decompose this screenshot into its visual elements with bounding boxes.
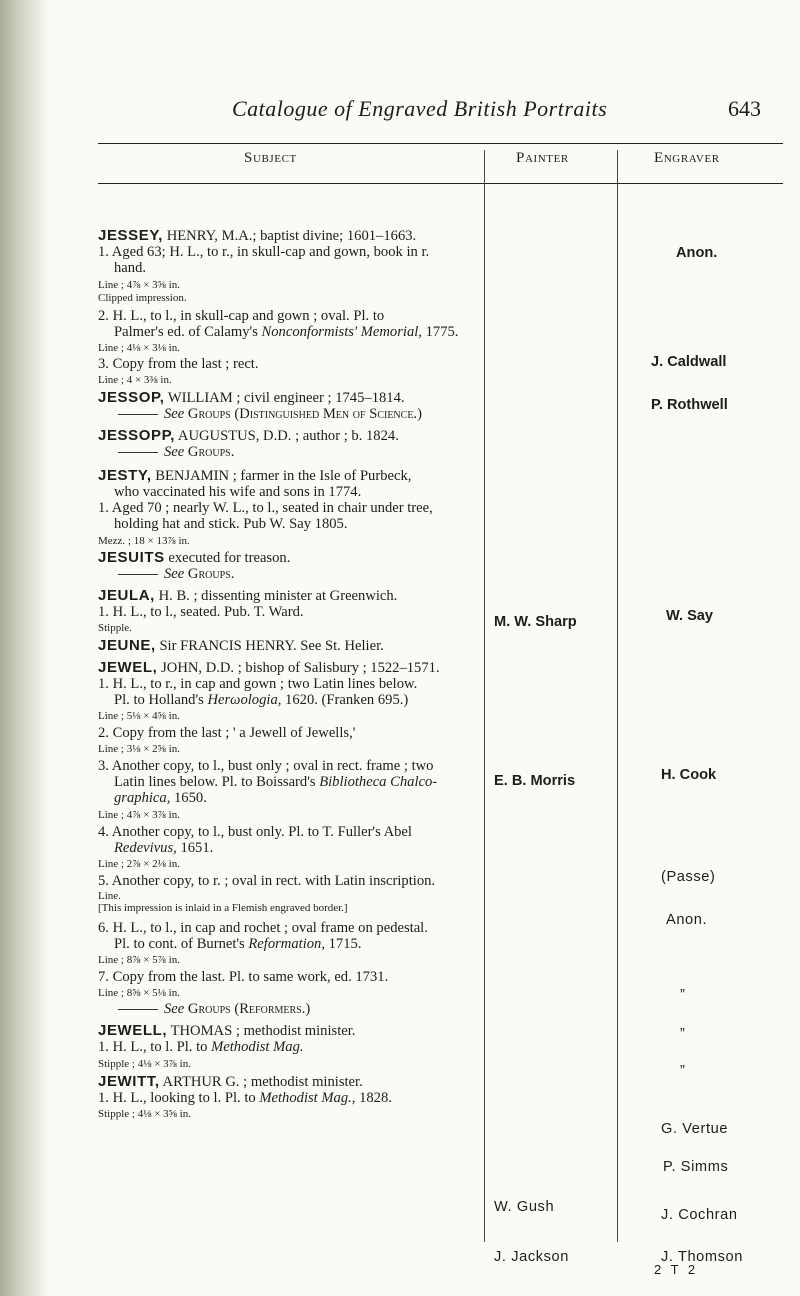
engraver-name: H. Cook [661, 767, 717, 783]
engraver-name: J. Thomson [661, 1249, 743, 1265]
page-number: 643 [728, 96, 761, 121]
dimensions-note: Stipple ; 4⅛ × 3⅝ in. [98, 1108, 191, 1120]
entry-line [118, 444, 234, 460]
sitter-description: H. B. ; dissenting minister at Greenwich. [154, 588, 398, 604]
entry-line: 1. H. L., to l., seated. Pub. T. Ward. [98, 604, 304, 620]
dimensions-note: Line ; 2⅞ × 2⅛ in. [98, 858, 180, 870]
entry-line [114, 840, 213, 856]
dimensions-note: Stipple ; 4⅛ × 3⅞ in. [98, 1058, 191, 1070]
sitter-description: HENRY, M.A.; baptist divine; 1601–1663. [163, 228, 417, 244]
entry-line [98, 428, 399, 444]
column-header-engraver: Engraver [654, 150, 720, 166]
dimensions-note: Line ; 8⅝ × 5⅛ in. [98, 987, 180, 999]
engraver-name: J. Cochran [661, 1207, 738, 1223]
painter-name: J. Jackson [494, 1249, 569, 1265]
sitter-name: JESTY, [98, 467, 152, 484]
entry-line [98, 468, 411, 484]
table-top-rule [98, 143, 783, 144]
dimensions-note: Line ; 4 × 3⅜ in. [98, 374, 172, 386]
entry-line: hand. [114, 260, 147, 276]
entry-line [98, 228, 416, 244]
dimensions-note: Line ; 5⅛ × 4⅝ in. [98, 710, 180, 722]
dimensions-note: Line ; 4⅞ × 3⅞ in. [98, 809, 180, 821]
table-head-rule [98, 183, 783, 184]
work-title: Redevivus, [114, 840, 177, 856]
entry-line [98, 1023, 355, 1039]
ditto-rule [118, 414, 158, 415]
sitter-name: JESSEY, [98, 227, 164, 244]
engraver-name: G. Vertue [661, 1121, 729, 1137]
entry-line: 3. Another copy, to l., bust only ; oval in rect. frame ; two [98, 758, 434, 774]
text-segment: 1715. [325, 936, 362, 952]
dimensions-note: Stipple. [98, 622, 132, 634]
engraver-name: P. Rothwell [651, 397, 728, 413]
column-header-subject: Subject [244, 150, 297, 166]
entry-line [118, 1001, 310, 1017]
work-title: Methodist Mag., [259, 1090, 356, 1106]
work-title: Herωologia, [207, 692, 282, 708]
sitter-name: JESSOPP, [98, 427, 176, 444]
entry-line: 2. H. L., to l., in skull-cap and gown ; oval. Pl. to [98, 308, 385, 324]
entry-line [98, 1090, 392, 1106]
see-target: Groups (Distinguished Men of Science.) [184, 406, 422, 422]
see-target: Groups. [184, 566, 235, 582]
entry-line: 3. Copy from the last ; rect. [98, 356, 259, 372]
see-reference: See [164, 406, 185, 422]
sitter-description: BENJAMIN ; farmer in the Isle of Purbeck, [151, 468, 412, 484]
see-target: Groups. [184, 444, 235, 460]
sitter-description: WILLIAM ; civil engineer ; 1745–1814. [164, 390, 405, 406]
column-divider-engraver [617, 150, 618, 1242]
entry-line: 1. Aged 70 ; nearly W. L., to l., seated in chair under tree, [98, 500, 433, 516]
entry-line [98, 638, 384, 654]
entry-line: 5. Another copy, to r. ; oval in rect. with Latin inscription. [98, 873, 436, 889]
painter-name: M. W. Sharp [494, 614, 577, 630]
text-segment: 1775. [421, 324, 459, 340]
text-segment: 1. H. L., looking to l. Pl. to [98, 1090, 260, 1106]
text-segment: Pl. to Holland's [114, 692, 208, 708]
text-segment: 1651. [176, 840, 214, 856]
text-segment: 1620. (Franken 695.) [281, 692, 409, 708]
sitter-description: executed for treason. [164, 550, 291, 566]
sitter-description: AUGUSTUS, D.D. ; author ; b. 1824. [175, 428, 399, 444]
entry-line [98, 660, 440, 676]
dimensions-note: Line ; 4⅞ × 3⅝ in. [98, 279, 180, 291]
entry-line: who vaccinated his wife and sons in 1774. [114, 484, 362, 500]
column-header-painter: Painter [516, 150, 569, 166]
engraver-name: Anon. [676, 245, 718, 261]
entry-line: 7. Copy from the last. Pl. to same work, ed. 1731. [98, 969, 389, 985]
work-title: Nonconformists' Memorial, [261, 324, 422, 340]
entry-line [114, 692, 408, 708]
text-segment: 1650. [170, 790, 207, 806]
entry-line [118, 406, 422, 422]
engraver-name: P. Simms [663, 1159, 729, 1175]
sitter-name: JESUITS [98, 549, 165, 566]
engraver-name: W. Say [666, 608, 714, 624]
painter-name: W. Gush [494, 1199, 555, 1215]
signature-mark: 2 T 2 [654, 1262, 699, 1277]
entry-line: holding hat and stick. Pub W. Say 1805. [114, 516, 348, 532]
text-segment: Palmer's ed. of Calamy's [114, 324, 262, 340]
entry-line [98, 1074, 363, 1090]
entry-line: 1. Aged 63; H. L., to r., in skull-cap and gown, book in r. [98, 244, 430, 260]
ditto-rule [118, 452, 158, 453]
see-target: Groups (Reformers.) [184, 1001, 311, 1017]
entry-line [114, 324, 458, 340]
ditto-rule [118, 574, 158, 575]
entry-line: 2. Copy from the last ; ' a Jewell of Jewells,' [98, 725, 356, 741]
entry-line [98, 550, 290, 566]
entry-line [98, 390, 405, 406]
work-title: Reformation, [248, 936, 325, 952]
sitter-name: JESSOP, [98, 389, 165, 406]
sitter-description: JOHN, D.D. ; bishop of Salisbury ; 1522–1571. [157, 660, 440, 676]
entry-line [114, 790, 207, 806]
column-divider-painter [484, 150, 485, 1242]
text-segment: Pl. to cont. of Burnet's [114, 936, 249, 952]
sitter-description: ARTHUR G. ; methodist minister. [159, 1074, 363, 1090]
dimensions-note: Line ; 4⅛ × 3⅛ in. [98, 342, 180, 354]
entry-line [98, 1039, 304, 1055]
engraver-name: (Passe) [661, 869, 716, 885]
text-segment: 1828. [355, 1090, 392, 1106]
dimensions-note: Line. [98, 890, 121, 902]
dimensions-note: Line ; 8⅞ × 5⅞ in. [98, 954, 180, 966]
sitter-name: JEWELL, [98, 1022, 168, 1039]
engraver-name: J. Caldwall [651, 354, 727, 370]
sitter-description: Sir FRANCIS HENRY. See St. Helier. [155, 638, 384, 654]
dimensions-note: Mezz. ; 18 × 13⅞ in. [98, 535, 190, 547]
text-segment: Latin lines below. Pl. to Boissard's [114, 774, 320, 790]
work-title: Bibliotheca Chalco- [319, 774, 438, 790]
see-reference: See [164, 566, 185, 582]
see-reference: See [164, 1001, 185, 1017]
entry-line: 1. H. L., to r., in cap and gown ; two Latin lines below. [98, 676, 418, 692]
sitter-name: JEUNE, [98, 637, 156, 654]
text-segment: 1. H. L., to l. Pl. to [98, 1039, 212, 1055]
dimensions-note: [This impression is inlaid in a Flemish engraved border.] [98, 902, 348, 914]
work-title: Methodist Mag. [211, 1039, 304, 1055]
sitter-name: JEWEL, [98, 659, 158, 676]
painter-name: E. B. Morris [494, 773, 576, 789]
work-title: graphica, [114, 790, 171, 806]
entry-line [98, 588, 397, 604]
entry-line [114, 774, 437, 790]
running-title: Catalogue of Engraved British Portraits [232, 96, 608, 121]
entry-line: 6. H. L., to l., in cap and rochet ; oval frame on pedestal. [98, 920, 428, 936]
entry-line [114, 936, 361, 952]
engraver-name: ” [680, 987, 686, 1003]
sitter-description: THOMAS ; methodist minister. [167, 1023, 356, 1039]
dimensions-note: Line ; 3⅛ × 2⅝ in. [98, 743, 180, 755]
entry-line: 4. Another copy, to l., bust only. Pl. to T. Fuller's Abel [98, 824, 412, 840]
dimensions-note: Clipped impression. [98, 292, 187, 304]
ditto-rule [118, 1009, 158, 1010]
sitter-name: JEULA, [98, 587, 155, 604]
entry-line [118, 566, 234, 582]
sitter-name: JEWITT, [98, 1073, 160, 1090]
see-reference: See [164, 444, 185, 460]
engraver-name: Anon. [666, 912, 708, 928]
engraver-name: ” [680, 1026, 686, 1042]
engraver-name: ” [680, 1063, 686, 1079]
